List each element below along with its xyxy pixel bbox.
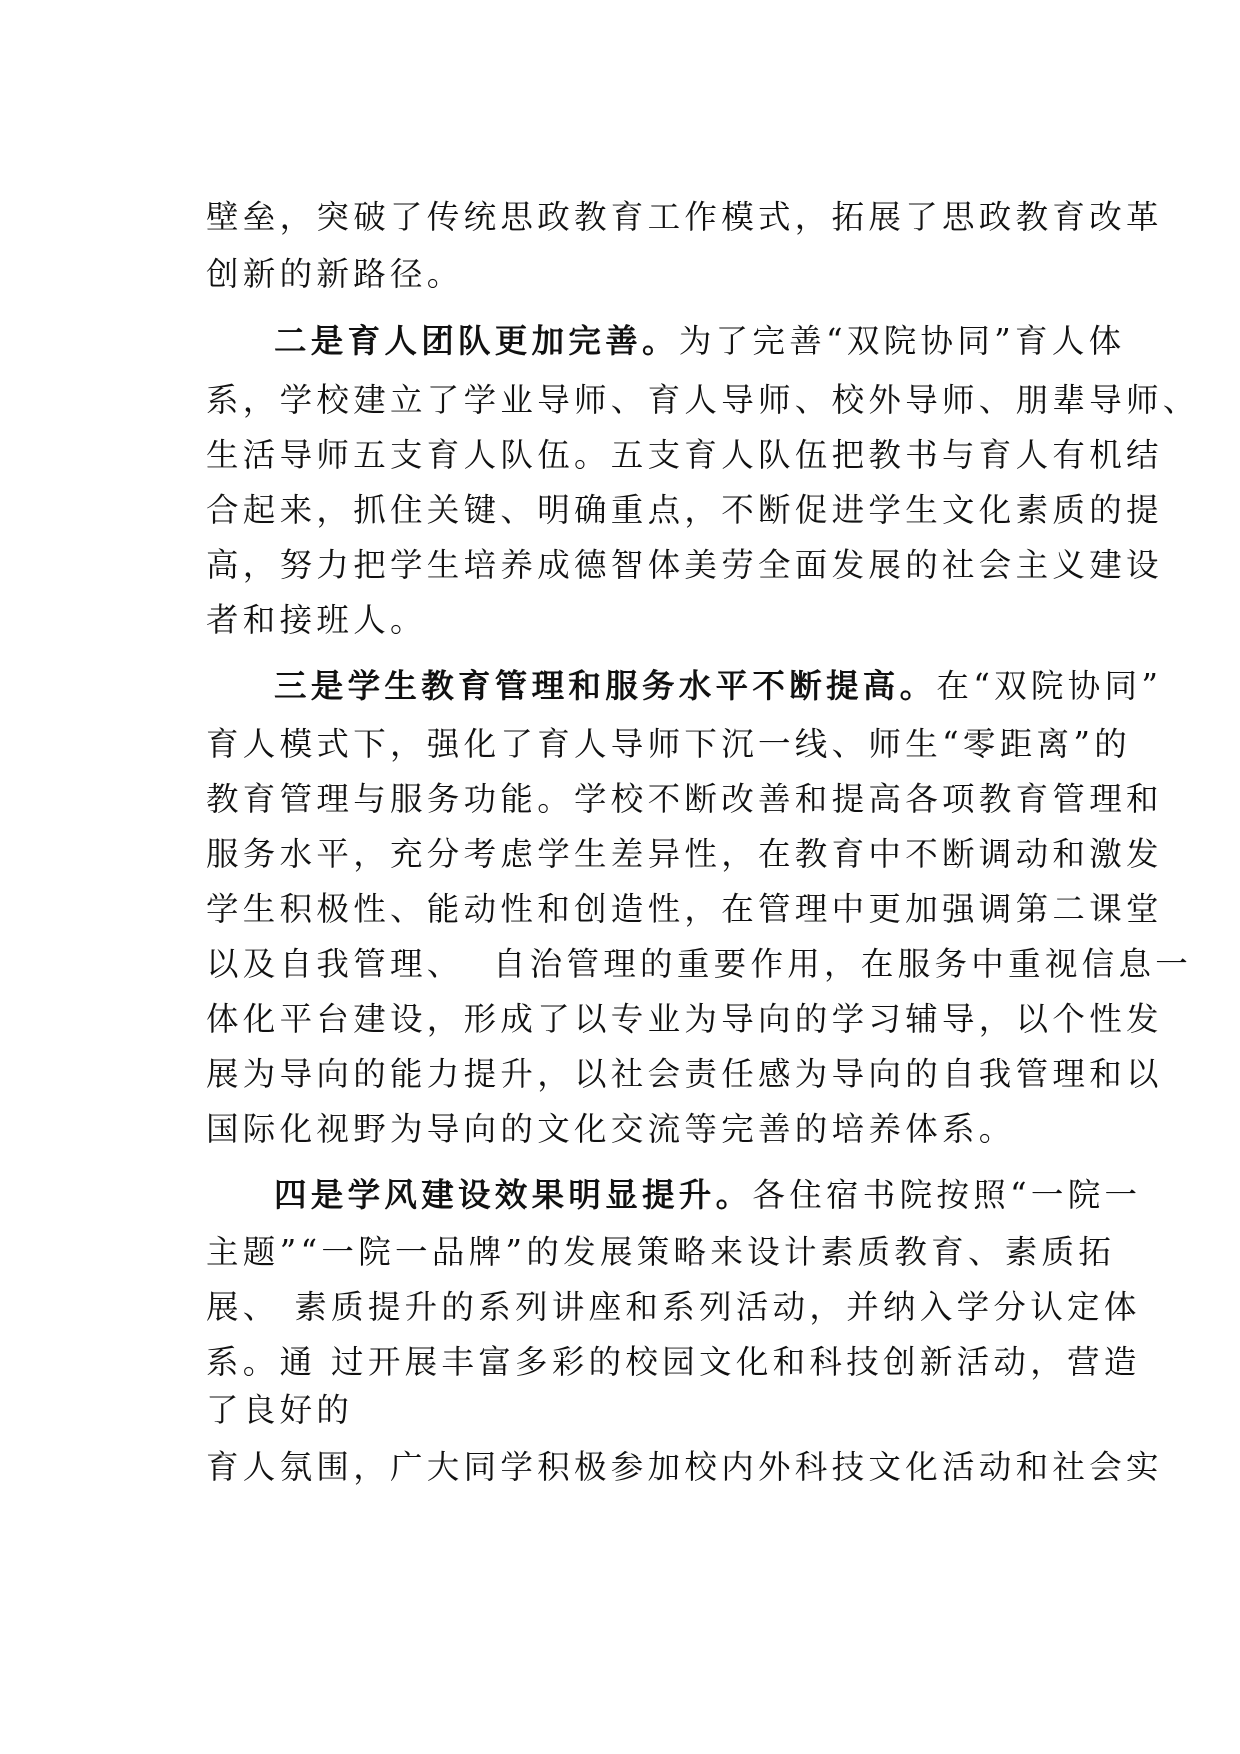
line-text: 合起来，抓住关键、明确重点，不断促进学生文化素质的提	[206, 491, 1163, 529]
paragraph-2-line-6	[206, 600, 427, 640]
paragraph-lead: 三是学生教育管理和服务水平不断提高。	[274, 667, 937, 705]
line-text: 者和接班人。	[206, 601, 427, 639]
paragraph-3-line-9	[206, 1109, 1016, 1149]
line-text: 体化平台建设，形成了以专业为导向的学习辅导，以个性发	[206, 1000, 1163, 1038]
paragraph-3-line-1	[274, 666, 1162, 706]
paragraph-lead: 二是育人团队更加完善。	[274, 322, 679, 360]
paragraph-2-line-3	[206, 435, 1163, 475]
line-text: 主题”“一院一品牌”的发展策略来设计素质教育、素质拓	[206, 1233, 1116, 1271]
line-text: 在“双院协同”	[936, 667, 1163, 705]
paragraph-3-line-7	[206, 999, 1163, 1039]
paragraph-2-line-2	[206, 380, 1200, 420]
paragraph-3-line-2	[206, 724, 1131, 764]
paragraph-4-line-2	[206, 1232, 1115, 1272]
line-text: 系。通 过开展丰富多彩的校园文化和科技创新活动，营造	[206, 1343, 1141, 1381]
line-text: 服务水平，充分考虑学生差异性，在教育中不断调动和激发	[206, 835, 1163, 873]
paragraph-4-line-4	[206, 1342, 1141, 1382]
paragraph-4-line-1	[274, 1175, 1141, 1215]
paragraph-3-line-6	[206, 944, 1192, 984]
line-text: 各住宿书院按照“一院一	[752, 1176, 1142, 1214]
line-text: 了良好的	[206, 1391, 354, 1429]
line-text: 展为导向的能力提升，以社会责任感为导向的自我管理和以	[206, 1055, 1163, 1093]
paragraph-2-line-4	[206, 490, 1163, 530]
paragraph-3-line-8	[206, 1054, 1163, 1094]
line-text: 展、 素质提升的系列讲座和系列活动，并纳入学分认定体	[206, 1288, 1141, 1326]
line-text: 高，努力把学生培养成德智体美劳全面发展的社会主义建设	[206, 546, 1163, 584]
paragraph-1-line-2	[206, 254, 464, 294]
paragraph-2-line-5	[206, 545, 1163, 585]
paragraph-3-line-3	[206, 779, 1163, 819]
line-text: 为了完善“双院协同”育人体	[678, 322, 1126, 360]
line-text: 学生积极性、能动性和创造性，在管理中更加强调第二课堂	[206, 890, 1163, 928]
paragraph-4-line-3	[206, 1287, 1141, 1327]
line-text: 国际化视野为导向的文化交流等完善的培养体系。	[206, 1110, 1016, 1148]
paragraph-4-line-5	[206, 1390, 353, 1430]
line-text: 教育管理与服务功能。学校不断改善和提高各项教育管理和	[206, 780, 1163, 818]
line-text: 系，学校建立了学业导师、育人导师、校外导师、朋辈导师、	[206, 381, 1200, 419]
paragraph-4-line-6	[206, 1447, 1163, 1487]
paragraph-3-line-4	[206, 834, 1163, 874]
line-text: 以及自我管理、 自治管理的重要作用，在服务中重视信息一	[206, 945, 1193, 983]
line-text: 生活导师五支育人队伍。五支育人队伍把教书与育人有机结	[206, 436, 1163, 474]
paragraph-lead: 四是学风建设效果明显提升。	[274, 1176, 753, 1214]
line-text: 育人氛围，广大同学积极参加校内外科技文化活动和社会实	[206, 1448, 1163, 1486]
line-text: 创新的新路径。	[206, 255, 464, 293]
paragraph-1-line-1	[206, 197, 1163, 237]
line-text: 育人模式下，强化了育人导师下沉一线、师生“零距离”的	[206, 725, 1132, 763]
paragraph-3-line-5	[206, 889, 1163, 929]
paragraph-2-line-1	[274, 321, 1125, 361]
line-text: 壁垒，突破了传统思政教育工作模式，拓展了思政教育改革	[206, 198, 1163, 236]
